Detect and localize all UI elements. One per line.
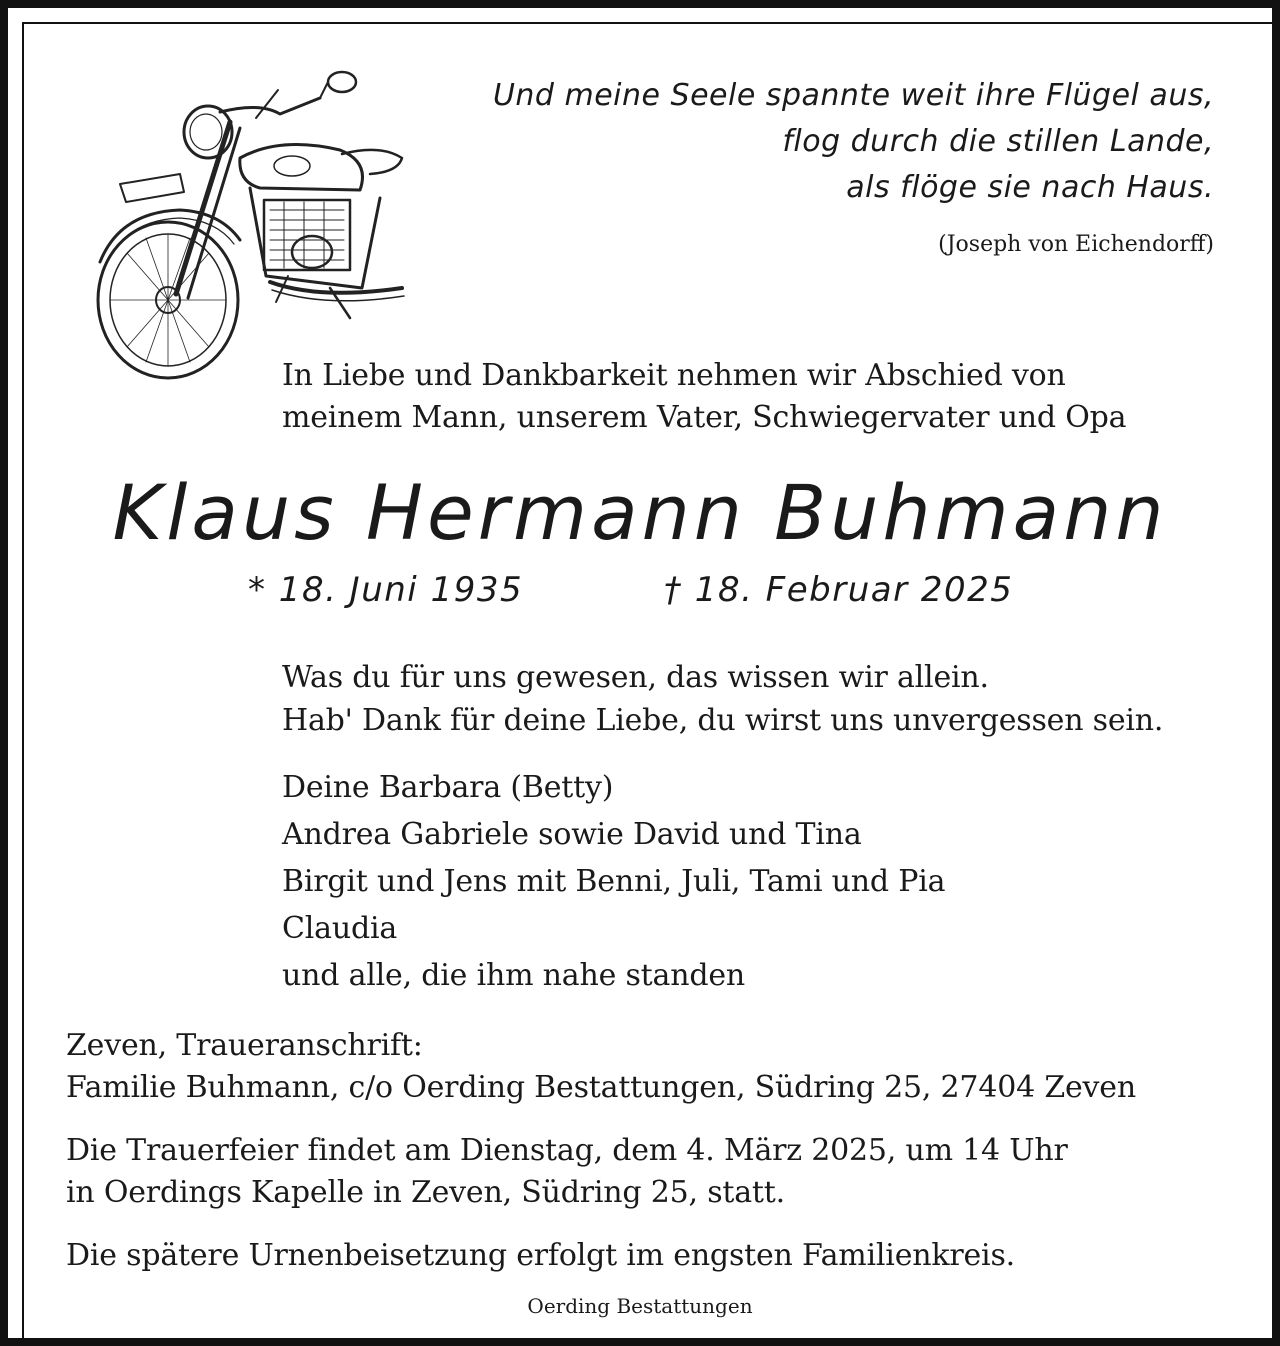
address-line-2: Familie Buhmann, c/o Oerding Bestattungen, Südring 25, 27404 Zeven	[66, 1070, 1136, 1105]
verse-line-1: Was du für uns gewesen, das wissen wir allein.	[282, 660, 989, 695]
birth-date: * 18. Juni 1935	[248, 570, 524, 610]
motto-author: (Joseph von Eichendorff)	[938, 232, 1214, 257]
motto-line-1: Und meine Seele spannte weit ihre Flügel aus,	[492, 78, 1214, 113]
ceremony-line-1: Die Trauerfeier findet am Dienstag, dem 4. März 2025, um 14 Uhr	[66, 1133, 1068, 1168]
death-date: † 18. Februar 2025	[664, 570, 1014, 610]
mourner-line-1: Deine Barbara (Betty)	[282, 770, 614, 805]
mourner-line-2: Andrea Gabriele sowie David und Tina	[282, 817, 862, 852]
verse-line-2: Hab' Dank für deine Liebe, du wirst uns unvergessen sein.	[282, 703, 1164, 738]
mourner-line-4: Claudia	[282, 911, 398, 946]
mourner-line-3: Birgit und Jens mit Benni, Juli, Tami und Pia	[282, 864, 946, 899]
burial-line: Die spätere Urnenbeisetzung erfolgt im engsten Familienkreis.	[66, 1238, 1015, 1273]
motorcycle-icon	[80, 62, 410, 382]
ceremony-line-2: in Oerdings Kapelle in Zeven, Südring 25, statt.	[66, 1175, 785, 1210]
undertaker-name: Oerding Bestattungen	[527, 1294, 753, 1318]
motto-line-2: flog durch die stillen Lande,	[782, 124, 1214, 159]
intro-line-2: meinem Mann, unserem Vater, Schwiegervater und Opa	[282, 400, 1127, 435]
mourner-line-5: und alle, die ihm nahe standen	[282, 958, 746, 993]
address-line-1: Zeven, Traueranschrift:	[66, 1028, 423, 1063]
motto-line-3: als flöge sie nach Haus.	[846, 170, 1214, 205]
intro-line-1: In Liebe und Dankbarkeit nehmen wir Abschied von	[282, 358, 1066, 393]
deceased-name: Klaus Hermann Buhmann	[112, 468, 1168, 557]
